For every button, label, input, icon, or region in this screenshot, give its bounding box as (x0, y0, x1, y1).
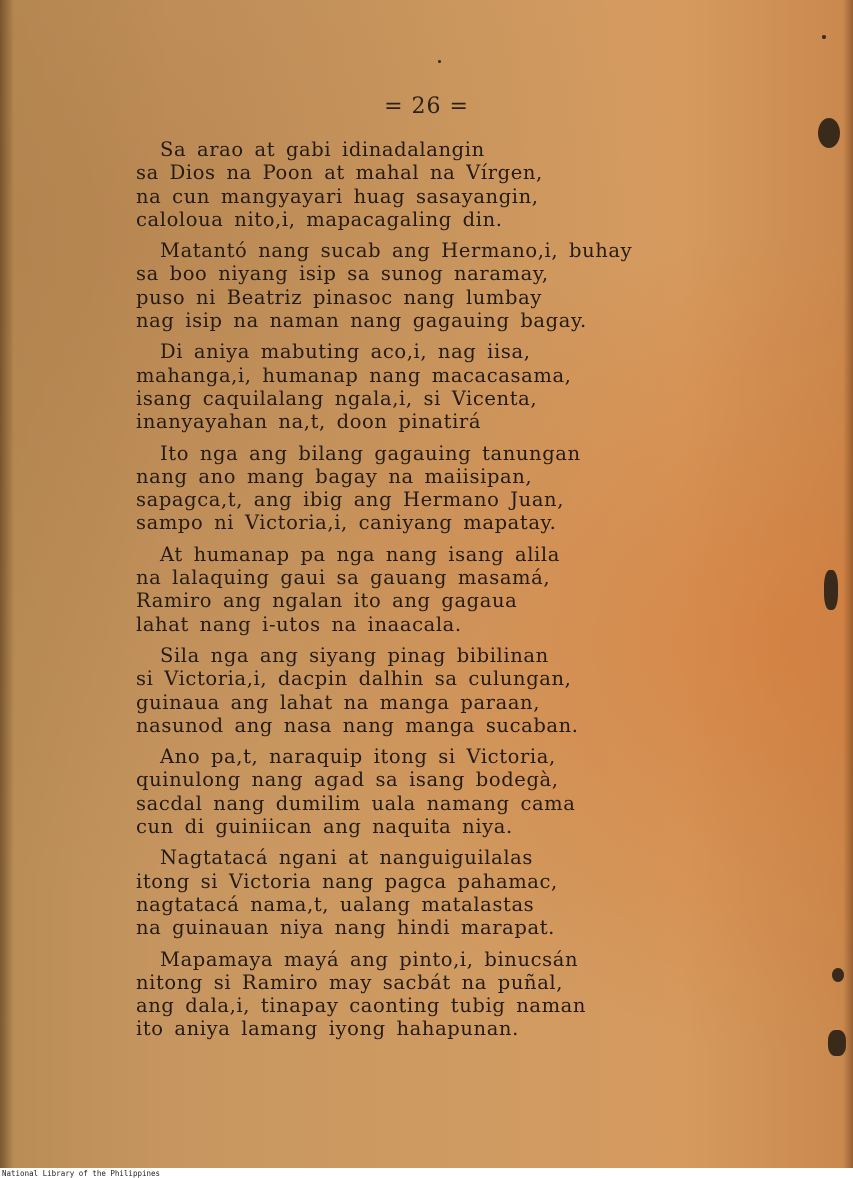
ink-stain (818, 118, 840, 148)
verse-line: puso ni Beatriz pinasoc nang lumbay (136, 285, 542, 309)
verse-line: na cun mangyayari huag sasayangin, (136, 184, 539, 208)
ink-stain (824, 570, 838, 610)
verse-line: Sila nga ang siyang pinag bibilinan (160, 643, 549, 667)
verse-line: nag isip na naman nang gagauing bagay. (136, 309, 587, 333)
library-credit: National Library of the Philippines (2, 1169, 161, 1178)
verse-line: ito aniya lamang iyong hahapunan. (136, 1017, 519, 1041)
verse-line: nagtatacá nama,t, ualang matalastas (136, 892, 535, 916)
verse-line: na guinauan niya nang hindi marapat. (136, 916, 555, 940)
stanza (136, 543, 676, 636)
stanza (136, 745, 676, 838)
stanza (136, 340, 676, 433)
verse-line: nitong si Ramiro may sacbát na puñal, (136, 970, 564, 994)
verse-line: nasunod ang nasa nang manga sucaban. (136, 713, 579, 737)
verse-line: na lalaquing gaui sa gauang masamá, (136, 566, 551, 590)
verse-line: isang caquilalang ngala,i, si Vicenta, (136, 386, 538, 410)
ink-stain (828, 1030, 846, 1056)
verse-line: sampo ni Victoria,i, caniyang mapatay. (136, 511, 557, 535)
stanza (136, 138, 676, 231)
verse-line: Ramiro ang ngalan ito ang gagaua (136, 589, 518, 613)
verse-line: sapagca,t, ang ibig ang Hermano Juan, (136, 488, 565, 512)
verse-line: caloloua nito,i, mapacagaling din. (136, 207, 503, 231)
verse-line: mahanga,i, humanap nang macacasama, (136, 363, 572, 387)
stanza (136, 644, 676, 737)
verse-line: si Victoria,i, dacpin dalhin sa culungan, (136, 667, 572, 691)
verse-line: nang ano mang bagay na maiisipan, (136, 464, 533, 488)
verse-line: lahat nang i-utos na inaacala. (136, 612, 462, 636)
stanza (136, 846, 676, 939)
verse-line: inanyayahan na,t, doon pinatirá (136, 410, 482, 434)
stanza (136, 442, 676, 535)
verse-line: guinaua ang lahat na manga paraan, (136, 690, 540, 714)
verse-line: Di aniya mabuting aco,i, nag iisa, (160, 340, 531, 364)
verse-line: sacdal nang dumilim uala namang cama (136, 791, 576, 815)
verse-line: Ito nga ang bilang gagauing tanungan (160, 441, 581, 465)
ink-speck (438, 60, 441, 63)
stanza (136, 239, 676, 332)
verse-line: At humanap pa nga nang isang alila (160, 542, 560, 566)
ink-speck (822, 35, 826, 39)
page-number: = 26 = (384, 94, 469, 119)
verse-line: itong si Victoria nang pagca pahamac, (136, 869, 558, 893)
stanza (136, 948, 676, 1041)
verse-line: sa boo niyang isip sa sunog naramay, (136, 262, 549, 286)
verse-line: Mapamaya mayá ang pinto,i, binucsán (160, 947, 579, 971)
verse-line: sa Dios na Poon at mahal na Vírgen, (136, 161, 543, 185)
verse-line: Ano pa,t, naraquip itong si Victoria, (160, 745, 556, 769)
verse-line: ang dala,i, tinapay caonting tubig naman (136, 994, 587, 1018)
verse-line: cun di guiniican ang naquita niya. (136, 815, 513, 839)
verse-line: Matantó nang sucab ang Hermano,i, buhay (160, 239, 633, 263)
ink-stain (832, 968, 844, 982)
poem-text (136, 138, 676, 1049)
verse-line: Sa arao at gabi idinadalangin (160, 138, 485, 161)
verse-line: Nagtatacá ngani at nanguiguilalas (160, 846, 533, 870)
verse-line: quinulong nang agad sa isang bodegà, (136, 768, 559, 792)
